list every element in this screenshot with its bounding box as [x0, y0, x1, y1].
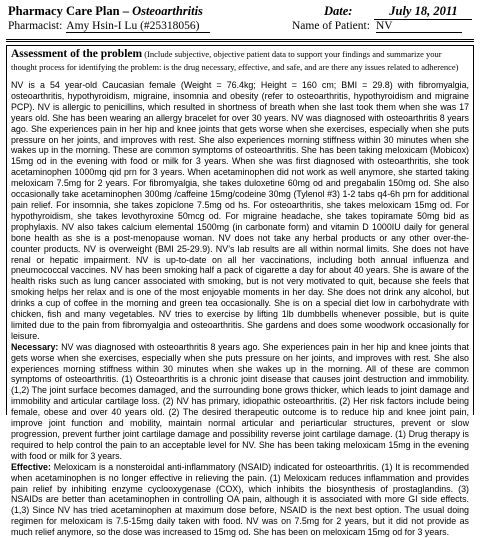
title-subtitle: Osteoarthritis	[132, 4, 203, 18]
paragraph-effective	[11, 462, 469, 538]
pharmacist-label: Pharmacist:	[8, 20, 63, 32]
paragraph-history	[11, 80, 469, 342]
paragraph-text: NV is a 54 year-old Caucasian female (Weight = 76.4kg; Height = 160 cm; BMI = 29.8) with fibromyalgia, osteoarthritis, hypothyroidism, migraine, insomnia and obesity (refer to osteoarthritis, hypothyroidism and migraine PCP). NV is allergic to penicillins, which resulted in shortness of breath when she last took them when she was 17 years old. She has been wearing an allergy bracelet for over 30 years. NV was diagnosed with osteoarthritis 8 years ago. She experiences pain in her hip and knee joints that gets worse when she exercises, especially when she puts pressure on her joints, and improves with rest. She also experiences morning stiffness within 30 minutes when she wakes up in the morning. These are common symptoms of osteoarthritis. She has been taking meloxicam (Mobicox) 15mg od in the evening with food or milk for 3 years. When she was first diagnosed with osteoarthritis, she took acetaminophen 1000mg qid prn for 3 years. When acetaminophen did not work as well anymore, she started taking meloxicam 7.5mg for 2 years. For fibromyalgia, she takes duloxetine 60mg od and pregabalin 150mg od. She also occasionally take acetaminophen 300mg /caffeine 15mg/codeine 30mg (Tylenol #3) 1-2 tabs q4-6h prn for additional pain relief. For insomnia, she takes zopiclone 7.5mg od hs. For osteoarthritis, she takes meloxicam 15mg od. For hypothyroidism, she takes levothyroxine 50mcg od. For migraine headache, she takes topiramate 50mg bid as prophylaxis. NV also takes calcium elemental 1500mg (in carbonate form) and vitamin D 1000IU daily for general bone health as she is a post-menopause woman. NV does not take any herbal products or any other over-the-counter products. NV is overweight (BMI 25-29.9). NV’s lab results are all within normal limits. She does not have renal or hepatic impairment. NV is up-to-date on all her vaccinations, including both annual influenza and pneumococcal vaccines. NV has been smoking half a pack of cigarette a day for about 40 years. She is aware of the health risks such as lung cancer associated with smoking, but is not very motivated to quit, because she feels that smoking helps her relax and is one of the most enjoyable moments in her day. She does not drink any alcohol, but drinks a cup of coffee in the morning and green tea occasionally. She is on a special diet low in carbohydrate with chicken, fish and many vegetables. NV tries to exercise by lifting 1lb dumbbells whenever possible, but is quite limited due to the pain from fibromyalgia and osteoarthritis. She gardens and does some woodwork occasionally for leisure.	[11, 80, 469, 341]
title-separator: –	[119, 4, 133, 18]
date-label: Date:	[324, 4, 353, 18]
header-row	[6, 3, 474, 20]
paragraph-text: Meloxicam is a nonsteroidal anti-inflammatory (NSAID) indicated for osteoarthritis. (1) It is recommended when acetaminophen is no longer effective in relieving the pain. (1) Meloxicam reduces inflammation and provides pain relief by inhibiting enzyme cyclooxygenase (COX), which inhibits the biosynthesis of prostaglandins. (3) NSAIDs are better than acetaminophen in controlling OA pain, although it is associated with more GI side effects. (1,3) Since NV has tried acetaminophen at maximum dose before, NSAID is the next best option. The usual doing regimen for meloxicam is 7.5-15mg daily taken with food. NV was on 7.5mg for 2 years, but it did not provide as much relief anymore, so the dose was increased to 15mg od. She has been on meloxicam 15mg od for 3 years.	[11, 461, 469, 538]
paragraph-necessary	[11, 342, 469, 462]
paragraph-text: NV was diagnosed with osteoarthritis 8 years ago. She experiences pain in her hip and knee joints that gets worse when she exercises, especially when she puts pressure on her joints, and improves with rest. She also experiences morning stiffness within 30 minutes when she wakes up in the morning. All of these are common symptoms of osteoarthritis. (1) Osteoarthritis is a chronic joint disease that causes joint destruction and immobility. (1,2) The joint surface becomes damaged, and the surrounding bone grows thicker, which leads to joint damage and immobility and articular cartilage loss. (2) NV has primary, idiopathic osteoarthritis. (2) Her risk factors include being female, obese and over 40 years old. (2) The desired therapeutic outcome is to reduce hip and knee joint pain, improve joint function and mobility, maintain normal articular and periarticular structures, prevent or slow progression, prevent further joint cartilage damage and possibility reverse joint cartilage damage. (1) Drug therapy is required to help control the pain to an acceptable level for NV. She has been taking meloxicam 15mg in the evening with food or milk for 3 years.	[11, 341, 469, 461]
assessment-header	[11, 48, 469, 74]
page-title	[8, 4, 203, 19]
pharmacist-field	[8, 20, 210, 33]
info-row	[6, 20, 474, 37]
assessment-note: (Include subjective, objective patient data to support your findings and summarize your thought process for identifying the problem: is the drug necessary, effective, and safe, and are there any issues related to adherence)	[11, 49, 459, 72]
paragraph-label: Necessary:	[11, 341, 59, 352]
paragraph-label: Effective:	[11, 461, 51, 472]
pharmacist-value: Amy Hsin-I Lu (#25318056)	[66, 20, 210, 33]
patient-field	[292, 20, 462, 33]
header-divider	[6, 39, 474, 42]
assessment-section	[6, 45, 474, 538]
assessment-heading: Assessment of the problem	[11, 48, 143, 60]
date-field	[324, 4, 472, 20]
patient-value: NV	[376, 20, 462, 33]
patient-label: Name of Patient:	[292, 20, 370, 32]
date-value: July 18, 2011	[374, 4, 472, 20]
assessment-body	[11, 80, 469, 538]
title-main: Pharmacy Care Plan	[8, 4, 120, 18]
